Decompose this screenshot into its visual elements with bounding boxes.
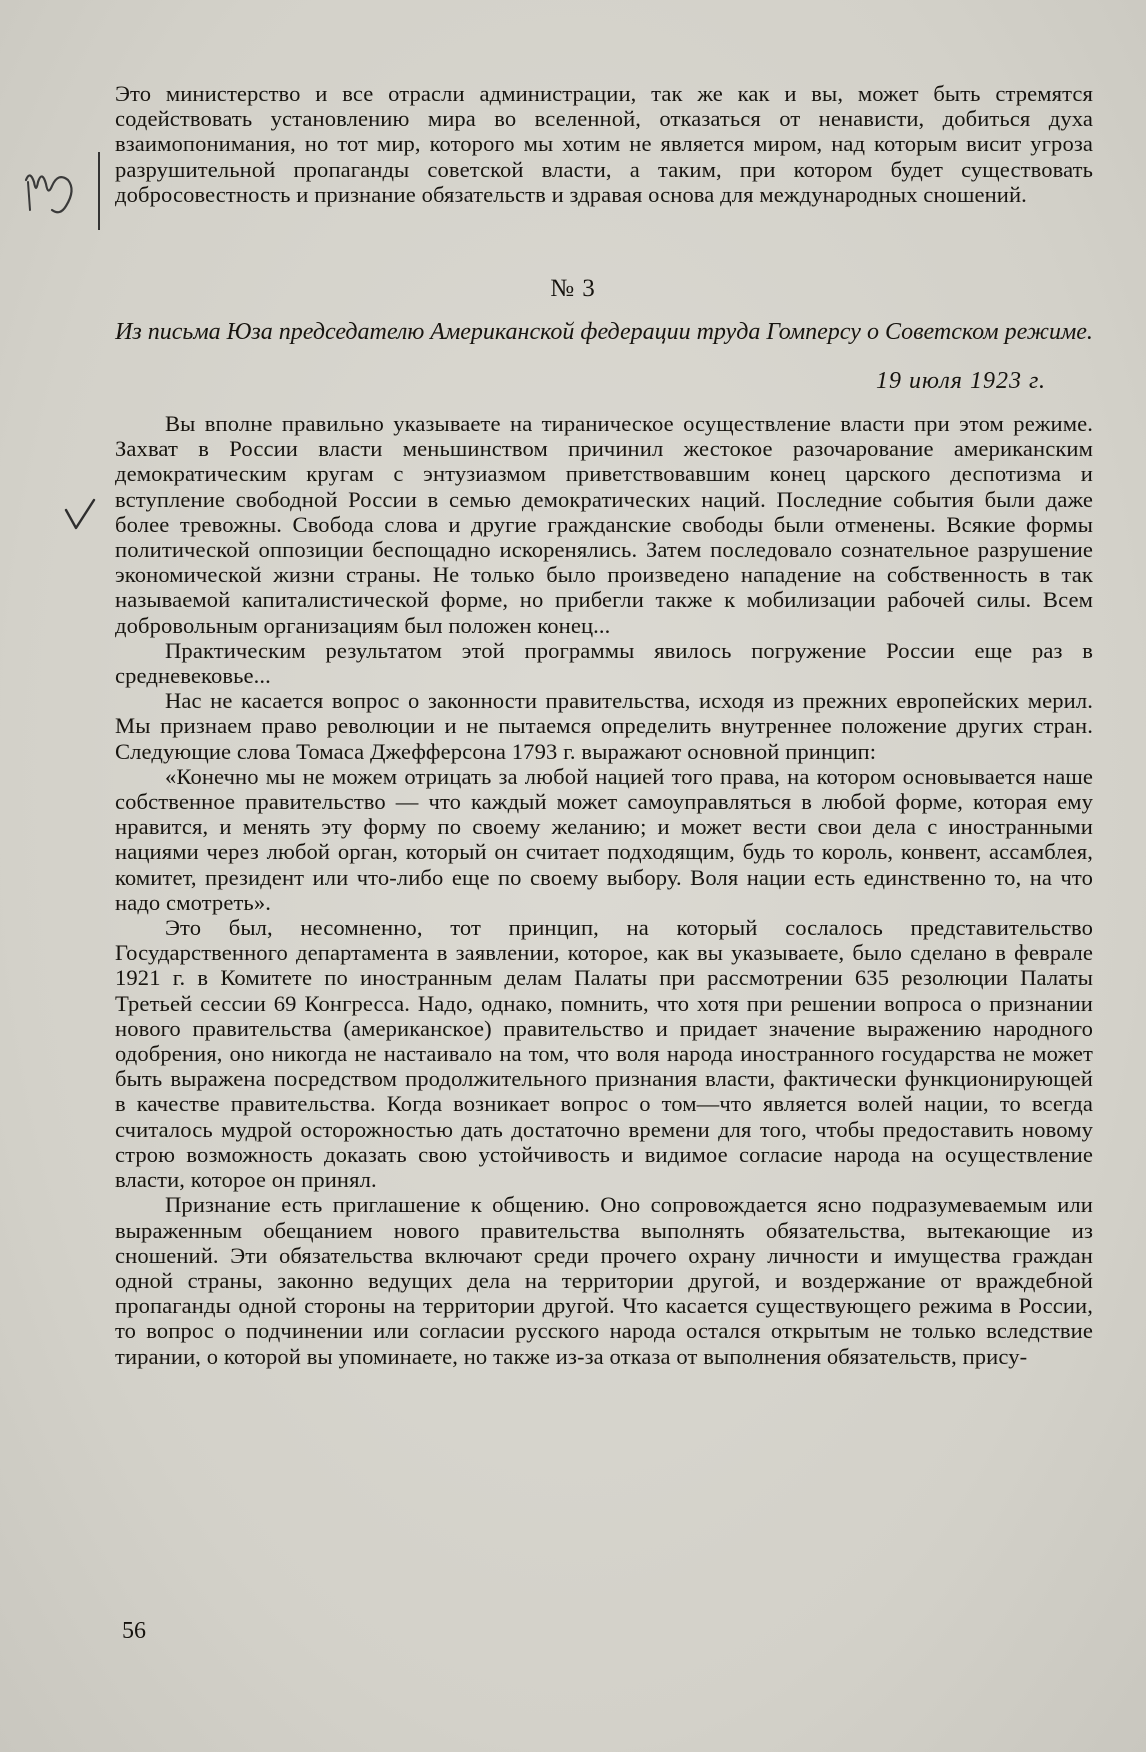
document-title: Из письма Юза председателю Американской федерации труда Гомперсу о Советском режиме. bbox=[115, 319, 1093, 345]
handwritten-initials-icon bbox=[18, 160, 108, 230]
handwritten-check-icon bbox=[62, 496, 98, 536]
body-paragraph: Вы вполне правильно указываете на тираническое осуществление власти при этом режиме. Захват в России власти меньшинством причинил жестокое разочарование американским демократическим кругам с энтузиазмом приветствовавшим конец царского деспотизма и вступление свободной России в семью демократических наций. Последние события были даже более тревожны. Свобода слова и другие гражданские свободы были отменены. Всякие формы политической оппозиции беспощадно искоренялись. Затем последовало сознательное разрушение экономической жизни страны. Не только было произведено нападение на собственность в так называемой капиталистической форме, но прибегли также к мобилизации рабочей силы. Всем добровольным организациям был положен конец... bbox=[115, 411, 1093, 638]
margin-vertical-line bbox=[98, 152, 100, 230]
page-number: 56 bbox=[122, 1618, 146, 1644]
body-paragraph: Практическим результатом этой программы явилось погружение России еще раз в средневековье... bbox=[115, 637, 1093, 689]
body-text-block bbox=[115, 411, 1093, 1369]
document-number: № 3 bbox=[550, 275, 596, 302]
body-paragraph: Признание есть приглашение к общению. Оно сопровождается ясно подразумеваемым или выраженным обещанием нового правительства выполнять обязательства, вытекающие из сношений. Эти обязательства включают среди прочего охрану личности и имущества граждан одной страны, законно ведущих дела на территории другой, и воздержание от враждебной пропаганды одной стороны на территории другой. Что касается существующего режима в России, то вопрос о подчинении или согласии русского народа остался открытым не только вследствие тирании, о которой вы упоминаете, но также из-за отказа от выполнения обязательств, прису- bbox=[115, 1192, 1093, 1369]
intro-paragraph: Это министерство и все отрасли администрации, так же как и вы, может быть стремятся содействовать установлению мира во вселенной, отказаться от ненависти, добиться духа взаимопонимания, но тот мир, которого мы хотим не является миром, над которым висит угроза разрушительной пропаганды советской власти, а таким, при котором будет существовать добросовестность и признание обязательств и здравая основа для международных сношений. bbox=[115, 81, 1093, 207]
body-paragraph: Нас не касается вопрос о законности правительства, исходя из прежних европейских мерил. Мы признаем право революции и не пытаемся определить внутреннее положение других стран. Следующие слова Томаса Джефферсона 1793 г. выражают основной принцип: bbox=[115, 688, 1093, 764]
quote-paragraph: «Конечно мы не можем отрицать за любой нацией того права, на котором основывается наше собственное правительство — что каждый может самоуправляться в любой форме, которая ему нравится, и менять эту форму по своему желанию; и может вести свои дела с иностранными нациями через любой орган, который он считает подходящим, будь то король, конвент, ассамблея, комитет, президент или что-либо еще по своему выбору. Воля нации есть единственно то, на что надо смотреть». bbox=[115, 763, 1093, 915]
body-paragraph: Это был, несомненно, тот принцип, на который сослалось представительство Государственного департамента в заявлении, которое, как вы указываете, было сделано в феврале 1921 г. в Комитете по иностранным делам Палаты при рассмотрении 635 резолюции Палаты Третьей сессии 69 Конгресса. Надо, однако, помнить, что хотя при решении вопроса о признании нового правительства (американское) правительство и придает значение выражению народного одобрения, оно никогда не настаивало на том, что воля народа иностранного государства не может быть выражена посредством продолжительного признания власти, фактически функционирующей в качестве правительства. Когда возникает вопрос о том—что является волей нации, то всегда считалось мудрой осторожностью дать достаточно времени для того, чтобы предоставить новому строю возможность доказать свою устойчивость и видимое согласие народа на осуществление власти, которое он принял. bbox=[115, 915, 1093, 1193]
document-date: 19 июля 1923 г. bbox=[876, 368, 1046, 394]
intro-text-block bbox=[115, 81, 1093, 207]
